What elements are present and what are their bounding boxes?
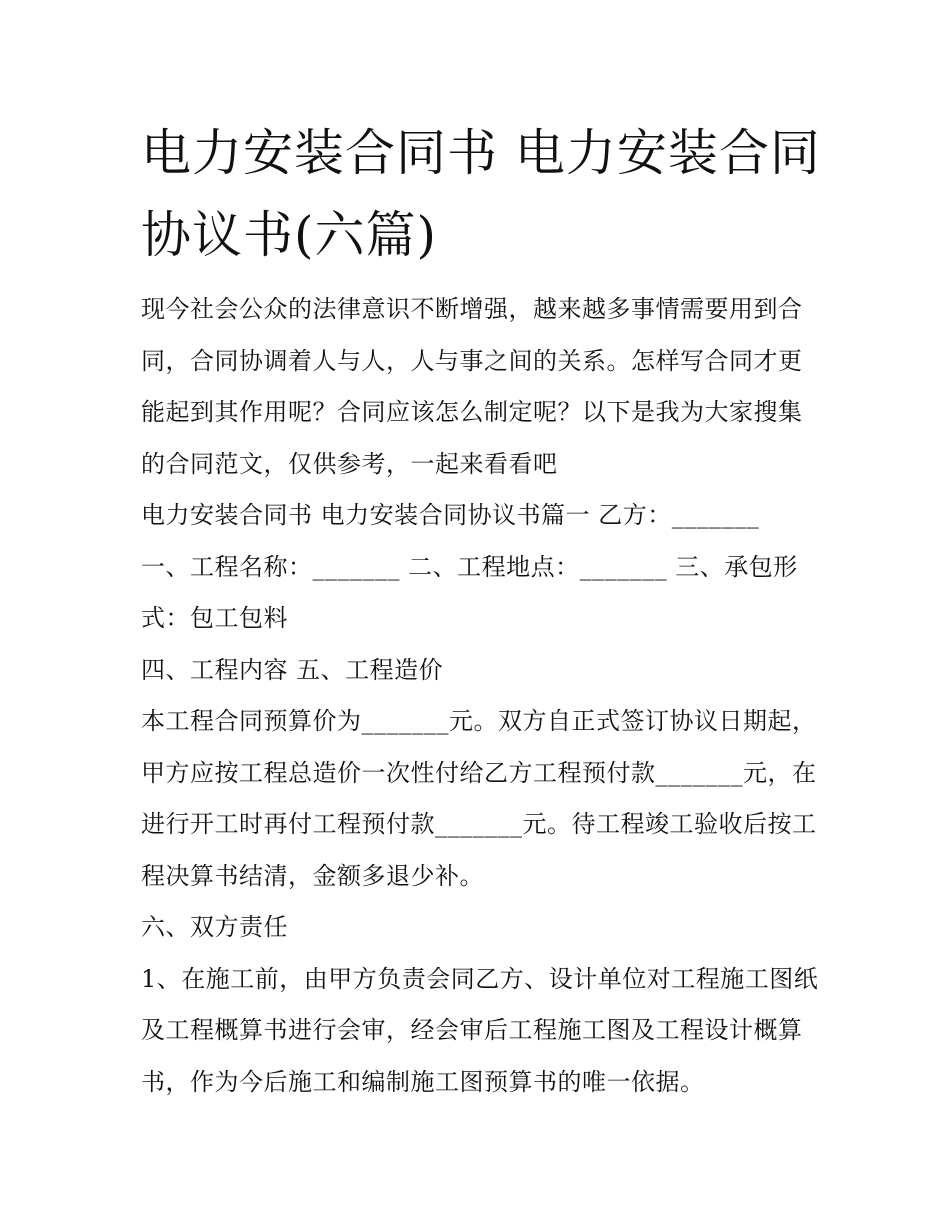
cost-paragraph: 本工程合同预算价为_______元。双方自正式签订协议日期起，甲方应按工程总造价一次性付给乙方工程预付款_______元，在进行开工时再付工程预付款_______元。待工程竣工验收后按工程决算书结清，金额多退少补。 — [141, 707, 817, 890]
section-heading-part-one: 电力安装合同书 电力安装合同协议书篇一 乙方：_______ — [141, 501, 760, 529]
content-cost-heading: 四、工程内容 五、工程造价 — [141, 655, 444, 684]
document-title: 电力安装合同书 电力安装合同协议书(六篇) — [141, 124, 821, 264]
document-page — [141, 112, 821, 1108]
intro-paragraph: 现今社会公众的法律意识不断增强，越来越多事情需要用到合同，合同协调着人与人，人与事之间的关系。怎样写合同才更能起到其作用呢？合同应该怎么制定呢？以下是我为大家搜集的合同范文，仅供参考，一起来看看吧 — [141, 295, 803, 478]
project-info-paragraph: 一、工程名称：_______ 二、工程地点：_______ 三、承包形式：包工包料 — [141, 552, 798, 632]
responsibility-heading: 六、双方责任 — [141, 913, 288, 941]
responsibility-item-1: 1、在施工前，由甲方负责会同乙方、设计单位对工程施工图纸及工程概算书进行会审，经会审后工程施工图及工程设计概算书，作为今后施工和编制施工图预算书的唯一依据。 — [141, 964, 819, 1096]
